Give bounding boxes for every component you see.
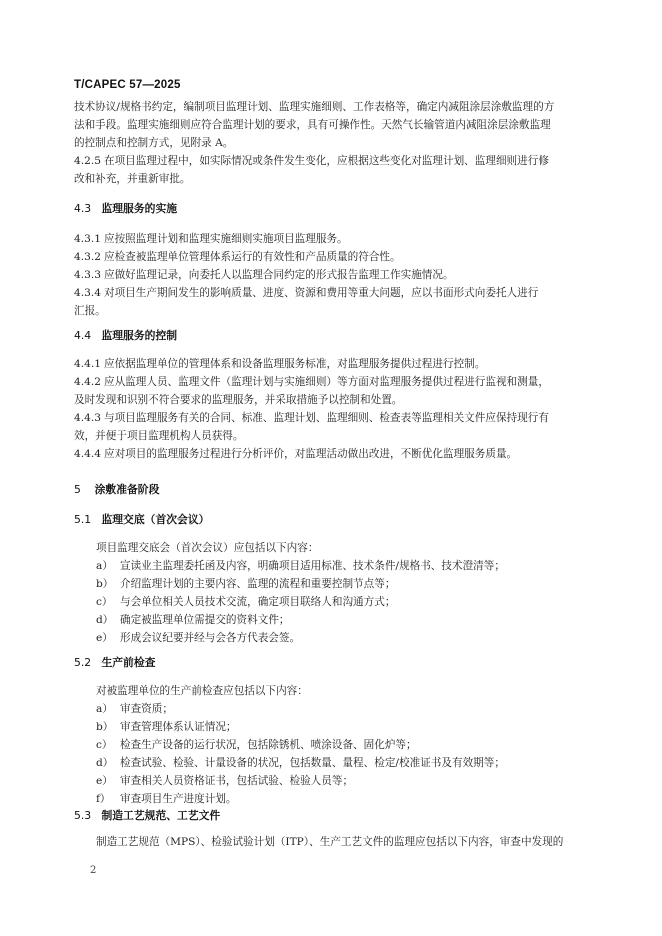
- clause-number: 4.3.2: [74, 251, 101, 263]
- clause-number: 4.3.3: [74, 269, 101, 281]
- clause-text: 应按照监理计划和监理实施细则实施项目监理服务。: [104, 233, 348, 245]
- section-number: 5.3: [74, 809, 92, 822]
- list-item: 审查项目生产进度计划。: [120, 793, 237, 805]
- intro-text: 对被监理单位的生产前检查应包括以下内容：: [96, 685, 308, 697]
- list-marker: a）: [96, 703, 113, 715]
- list-marker: f）: [96, 793, 111, 805]
- clause-text: 应依据监理单位的管理体系和设备监理服务标准，对监理服务提供过程进行控制。: [104, 358, 486, 370]
- clause-number: 4.3.4: [74, 287, 101, 299]
- page-number: 2: [90, 865, 97, 876]
- section-heading-5-3: [74, 809, 220, 823]
- section-title: 监理服务的实施: [101, 202, 178, 215]
- list-marker: b）: [96, 721, 114, 733]
- section-number: 4.4: [74, 329, 92, 342]
- body-line: 技术协议/规格书约定，编制项目监理计划、监理实施细则、工作表格等，确定内减阻涂层涂敷监理的方: [74, 101, 555, 113]
- section-heading-4-4: [74, 329, 177, 343]
- chapter-title: 涂敷准备阶段: [94, 483, 160, 496]
- list-marker: b）: [96, 578, 114, 590]
- section-number: 5.2: [74, 656, 92, 669]
- section-heading-5-1: [74, 513, 209, 527]
- list-item: 确定被监理单位需提交的资料文件；: [120, 614, 290, 626]
- clause-text: 应做好监理记录，向委托人以监理合同约定的形式报告监理工作实施情况。: [104, 269, 454, 281]
- clause-number: 4.2.5: [74, 155, 101, 167]
- clause-text: 应对项目的监理服务过程进行分析评价，对监理活动做出改进，不断优化监理服务质量。: [104, 448, 518, 460]
- clause-number: 4.4.2: [74, 376, 101, 388]
- list-item: 宣读业主监理委托函及内容，明确项目适用标准、技术条件/规格书、技术澄清等；: [120, 560, 505, 572]
- section-title: 生产前检查: [101, 656, 156, 669]
- list-marker: c）: [96, 739, 113, 751]
- body-line: 的控制点和控制方式，见附录 A。: [74, 137, 234, 149]
- clause-text: 应从监理人员、监理文件（监理计划与实施细则）等方面对监理服务提供过程进行监视和测量，: [104, 376, 549, 388]
- intro-text: 制造工艺规范（MPS）、检验试验计划（ITP）、生产工艺文件的监理应包括以下内容，审查中发现的: [96, 836, 564, 848]
- section-heading-4-3: [74, 202, 177, 216]
- clause-text: 效，并便于项目监理机构人员获得。: [74, 430, 244, 442]
- clause-text: 改和补充，并重新审批。: [74, 173, 191, 185]
- clause-text: 与项目监理服务有关的合同、标准、监理计划、监理细则、检查表等监理相关文件应保持现行有: [104, 412, 549, 424]
- list-marker: e）: [96, 775, 113, 787]
- body-line: 法和手段。监理实施细则应符合监理计划的要求，具有可操作性。天然气长输管道内减阻涂层涂敷监理: [74, 119, 551, 131]
- list-marker: d）: [96, 757, 114, 769]
- clause-number: 4.4.3: [74, 412, 101, 424]
- list-item: 介绍监理计划的主要内容、监理的流程和重要控制节点等；: [120, 578, 396, 590]
- intro-text: 项目监理交底会（首次会议）应包括以下内容：: [96, 542, 319, 554]
- list-marker: d）: [96, 614, 114, 626]
- list-marker: e）: [96, 632, 113, 644]
- clause-text: 对项目生产期间发生的影响质量、进度、资源和费用等重大问题，应以书面形式向委托人进行: [104, 287, 539, 299]
- list-item: 审查管理体系认证情况；: [120, 721, 237, 733]
- section-title: 监理服务的控制: [101, 329, 178, 342]
- clause-text: 及时发现和识别不符合要求的监理服务，并采取措施予以控制和处置。: [74, 394, 403, 406]
- clause-text: 在项目监理过程中，如实际情况或条件发生变化，应根据这些变化对监理计划、监理细则进行修: [104, 155, 549, 167]
- section-number: 4.3: [74, 202, 92, 215]
- clause-text: 应检查被监理单位管理体系运行的有效性和产品质量的符合性。: [104, 251, 401, 263]
- section-number: 5.1: [74, 513, 92, 526]
- chapter-heading-5: [74, 483, 159, 497]
- list-item: 形成会议纪要并经与会各方代表会签。: [120, 632, 301, 644]
- section-title: 制造工艺规范、工艺文件: [101, 809, 221, 822]
- list-item: 检查试验、检验、计量设备的状况，包括数量、量程、检定/校准证书及有效期等；: [120, 757, 505, 769]
- chapter-number: 5: [74, 483, 81, 496]
- list-item: 与会单位相关人员技术交流，确定项目联络人和沟通方式；: [120, 596, 396, 608]
- list-item: 审查相关人员资格证书，包括试验、检验人员等；: [120, 775, 354, 787]
- section-heading-5-2: [74, 656, 155, 670]
- standard-id: T/CAPEC 57—2025: [74, 79, 181, 91]
- list-item: 检查生产设备的运行状况，包括除锈机、喷涂设备、固化炉等；: [120, 739, 417, 751]
- list-marker: c）: [96, 596, 113, 608]
- clause-number: 4.4.1: [74, 358, 101, 370]
- section-title: 监理交底（首次会议）: [101, 513, 210, 526]
- list-marker: a）: [96, 560, 113, 572]
- clause-number: 4.4.4: [74, 448, 101, 460]
- list-item: 审查资质；: [120, 703, 173, 715]
- clause-text: 汇报。: [74, 305, 106, 317]
- clause-number: 4.3.1: [74, 233, 101, 245]
